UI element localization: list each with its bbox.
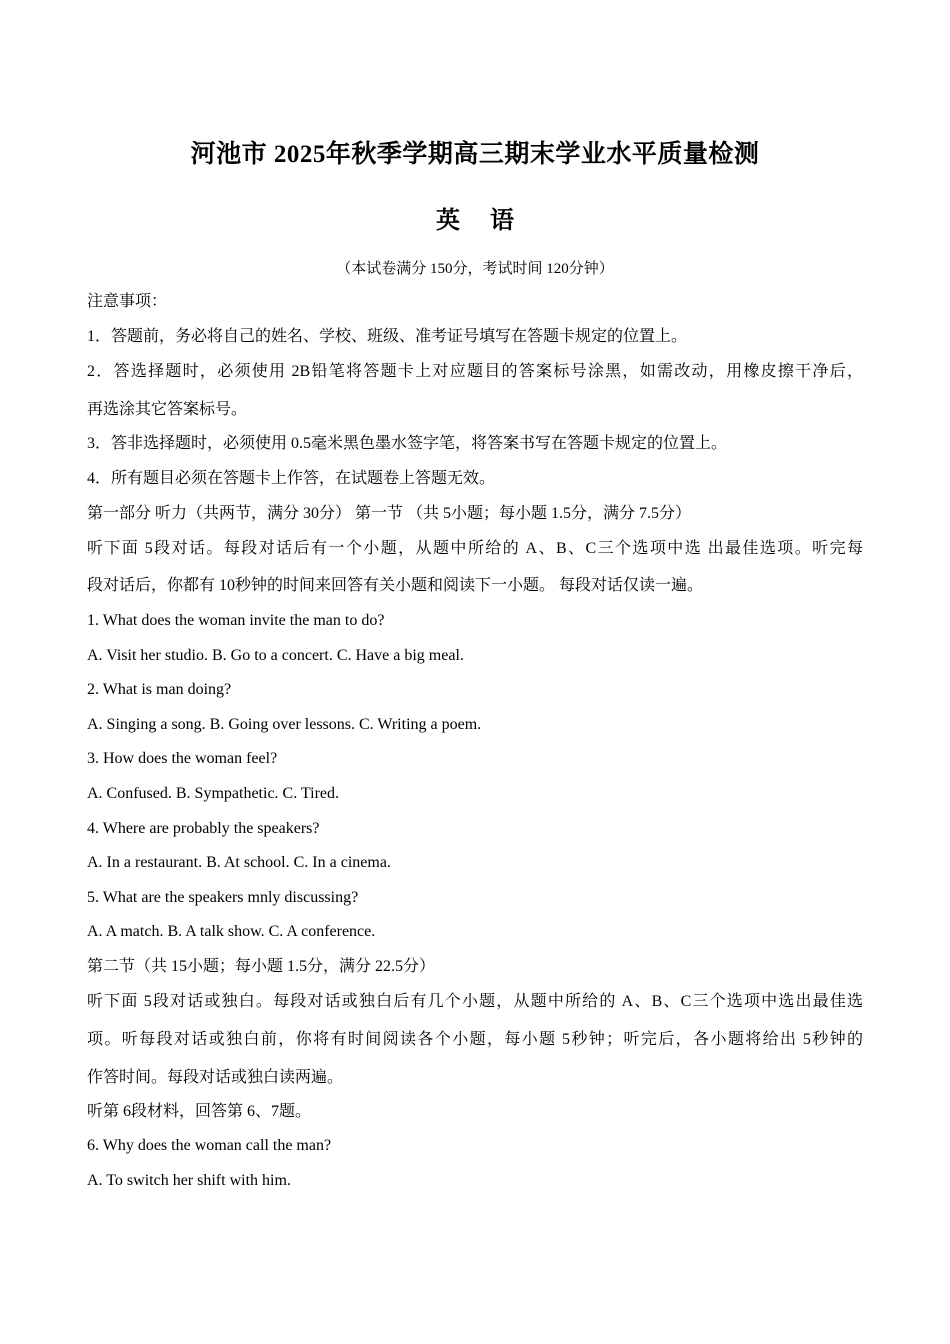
notice-item-2-continued: 再选涂其它答案标号。 <box>87 401 248 418</box>
material-6-heading: 听第 6段材料，回答第 6、7题。 <box>87 1103 312 1120</box>
subject-title: 英 语 <box>436 208 526 234</box>
part1-instructions-continued: 段对话后，你都有 10秒钟的时间来回答有关小题和阅读下一小题。 每段对话仅读一遍。 <box>87 577 704 594</box>
question-3: 3. How does the woman feel? <box>87 750 278 767</box>
section2-heading: 第二节（共 15小题；每小题 1.5分，满分 22.5分） <box>87 958 436 975</box>
question-4-options: A. In a restaurant. B. At school. C. In a cinema. <box>87 854 391 871</box>
question-2-options: A. Singing a song. B. Going over lessons. C. Writing a poem. <box>87 716 482 733</box>
section2-instructions-continued: 项。听每段对话或独白前，你将有时间阅读各个小题，每小题 5秒钟；听完后，各小题将给出 5秒钟的 <box>87 1031 863 1048</box>
question-5-options: A. A match. B. A talk show. C. A conference. <box>87 923 376 940</box>
question-1: 1. What does the woman invite the man to do? <box>87 612 385 629</box>
question-6: 6. Why does the woman call the man? <box>87 1137 332 1154</box>
question-4: 4. Where are probably the speakers? <box>87 820 320 837</box>
notice-item-1: 1．答题前，务必将自己的姓名、学校、班级、准考证号填写在答题卡规定的位置上。 <box>87 328 688 345</box>
notice-item-2: 2．答选择题时，必须使用 2B铅笔将答题卡上对应题目的答案标号涂黑，如需改动，用橡皮擦干净后， <box>87 363 863 380</box>
part1-instructions: 听下面 5段对话。每段对话后有一个小题，从题中所给的 A、B、C三个选项中选 出最佳选项。听完每 <box>87 540 863 557</box>
question-5: 5. What are the speakers mnly discussing? <box>87 889 359 906</box>
notice-item-4: 4．所有题目必须在答题卡上作答，在试题卷上答题无效。 <box>87 470 496 487</box>
question-6-option-a: A. To switch her shift with him. <box>87 1172 291 1189</box>
question-2: 2. What is man doing? <box>87 681 232 698</box>
notice-item-3: 3．答非选择题时，必须使用 0.5毫米黑色墨水签字笔，将答案书写在答题卡规定的位置上。 <box>87 435 728 452</box>
part1-heading: 第一部分 听力（共两节，满分 30分） 第一节 （共 5小题；每小题 1.5分，满分 7.5分） <box>87 505 692 522</box>
notice-heading: 注意事项： <box>87 293 168 310</box>
section2-instructions-end: 作答时间。每段对话或独白读两遍。 <box>87 1069 344 1086</box>
exam-title: 河池市 2025年秋季学期高三期末学业水平质量检测 <box>190 141 760 168</box>
section2-instructions: 听下面 5段对话或独白。每段对话或独白后有几个小题，从题中所给的 A、B、C三个选项中选出最佳选 <box>87 993 863 1010</box>
question-1-options: A. Visit her studio. B. Go to a concert. C. Have a big meal. <box>87 647 464 664</box>
scoring-info: （本试卷满分 150分，考试时间 120分钟） <box>336 261 614 277</box>
question-3-options: A. Confused. B. Sympathetic. C. Tired. <box>87 785 340 802</box>
